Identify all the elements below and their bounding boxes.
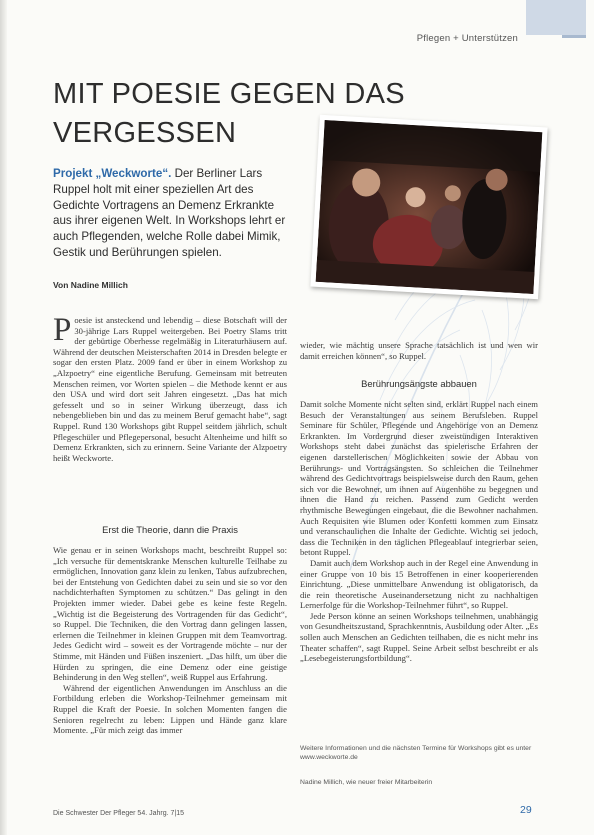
author-footnote: Nadine Millich, wie neuer freier Mitarbeiterin	[300, 779, 433, 786]
drop-cap: P	[53, 312, 72, 348]
article-photo	[310, 115, 547, 299]
lead-text: Der Berliner Lars Ruppel holt mit einer speziellen Art des Gedichte Vortragens an Demenz Erkrankte aus ihrer eigenen Welt. In Workshops lehrt er auch Pflegenden, welche Rolle dabei Mimik, Gestik und Berührungen spielen.	[53, 167, 286, 259]
body-paragraph-4: wieder, wie mächtig unsere Sprache tatsächlich ist und wen wir damit erreichen können“, so Ruppel.	[300, 340, 538, 361]
page-number: 29	[520, 804, 532, 816]
body-column-2-top	[300, 340, 538, 361]
body-paragraph-7: Jede Person könne an seinen Workshops teilnehmen, unabhängig von Gesundheitszustand, Sprachkenntnis, Ausbildung oder Alter. „Es sollen auch Menschen an Gedichten teilhaben, die es nicht mehr ins Theater schaffen“, sagt Ruppel. Seine Arbeit selbst beschreibt er als „Lesebegeisterungsfortbildung“.	[300, 610, 538, 664]
body-paragraph-1: oesie ist ansteckend und lebendig – diese Botschaft will der 30-jährige Lars Ruppel weitergeben. Bei Poetry Slams tritt der gebürtige Oberhesse regelmäßig in Literaturhäusern auf. Während der deutschen Meisterschaften 2014 in Dresden belegte er sogar den ersten Platz. 2009 fand er über in einem Workshop zu „Alzpoetry“ eine eigentliche Berufung. Gemeinsam mit betreuten Menschen reimen, vor Worten spielen – die Methode kennt er aus den USA und wird dort seit Jahren eingesetzt. „Das hat mich gefesselt und so in seiner Wirkung überzeugt, dass ich nebengeblieben bin und das zu meinem Beruf gemacht habe“, sagt Ruppel. Rund 130 Workshops gibt Ruppel seitdem jährlich, schult Pflegeschüler und Pflegepersonal, besucht Altenheime und hilft so Demenz Erkrankten, sich zu erinnern. Seine Variante der Alzpoetry heißt Weckworte.	[53, 315, 287, 463]
body-paragraph-2: Wie genau er in seinen Workshops macht, beschreibt Ruppel so: „Ich versuche für dementskranke Menschen kulturelle Teilhabe zu ermöglichen, Innovation ganz klein zu lenken, Tabus aufzubrechen, bei der Entstehung von Gedichten dabei zu sein und sie so vor den nachdichterhaften Symptomen zu schützen.“ Das gelingt in den Projekten immer wieder. Dabei gebe es keine feste Regeln. „Wichtig ist die Begeisterung des Vortragenden für das Gedicht“, so Ruppel. Die Techniken, die den Vortrag dann gelingen lassen, erlernen die Teilnehmer in kleinen Gruppen mit dem Teamvortrag. Jedes Gedicht wird – soweit es der Vortragende möchte – nur der Stimme, mit Händen und Füßen inszeniert. „Das hilft, um über die Hürden zu springen, die eine Demenz oder eine geistige Behinderung in den Weg stellen“, weiß Ruppel aus Erfahrung.	[53, 545, 287, 683]
body-paragraph-5: Damit solche Momente nicht selten sind, erklärt Ruppel nach einem Besuch der Veranstaltungen aus seinem Berufsleben. Ruppel Seminare für Schüler, Pflegende und Angehörige von an Demenz Erkrankten. Im Vordergrund dieser zweistündigen Interaktiven Workshops steht dabei zunächst das spielerische Erfahren der eigenen darstellerischen Möglichkeiten sowie der Abbau von Berührungs- und Vortragsängsten. So schleichen die Teilnehmer während des Gedichtvortrags beispielsweise durch den Raum, gehen sich vor die Bewohner, um ihnen auf Augenhöhe zu begegnen und ihnen die Hand zu reichen. Passend zum Gedicht werden rhythmische Bewegungen eingebaut, die die Bewohner nachahmen. Auch Requisiten wie Blumen oder Konfetti kommen zum Einsatz und veranschaulichen die Inhalte der Gedichte. Wichtig sei jedoch, dass die Techniken in den täglichen Pflegeablauf integrierbar seien, betont Ruppel.	[300, 399, 538, 558]
publication-footer: Die Schwester Der Pfleger 54. Jahrg. 7|15	[53, 810, 184, 817]
subheading-theory-practice: Erst die Theorie, dann die Praxis	[102, 524, 238, 535]
body-paragraph-6: Damit auch dem Workshop auch in der Regel eine Anwendung in einer Gruppe von 10 bis 15 Betroffenen in einer kooperierenden Einrichtung. „Diese unmittelbare Anwendung ist obligatorisch, da die rein theoretische Auseinandersetzung nicht zu nachhaltigen Lernerfolge für die Workshop-Teilnehmer führt“, so Ruppel.	[300, 557, 538, 611]
body-column-2	[300, 399, 538, 664]
body-paragraph-3: Während der eigentlichen Anwendungen im Anschluss an die Fortbildung erleben die Workshop-Teilnehmer gemeinsam mit Ruppel die Kraft der Poesie. In solchen Momenten fangen die Senioren regelrecht zu leben: Lippen und Hände ganz klare Momente. „Für mich zeigt das immer	[53, 682, 287, 736]
photo-image	[316, 120, 543, 294]
lead-kicker: Projekt „Weckworte“.	[53, 167, 172, 180]
article-title: MIT POESIE GEGEN DAS VERGESSEN	[53, 78, 405, 149]
article-lead	[53, 166, 293, 261]
section-header: Pflegen + Unterstützen	[416, 33, 518, 44]
info-footnote: Weitere Informationen und die nächsten Termine für Workshops gibt es unter www.weckworte.de	[300, 745, 532, 761]
corner-accent-line	[562, 35, 586, 38]
article-author: Von Nadine Millich	[53, 280, 128, 290]
subheading-contact-fears: Berührungsängste abbauen	[361, 378, 477, 389]
body-column-1-intro	[53, 312, 287, 463]
body-column-1-continued	[53, 545, 287, 736]
corner-color-block	[526, 0, 586, 35]
page-edge-shadow	[0, 0, 7, 835]
